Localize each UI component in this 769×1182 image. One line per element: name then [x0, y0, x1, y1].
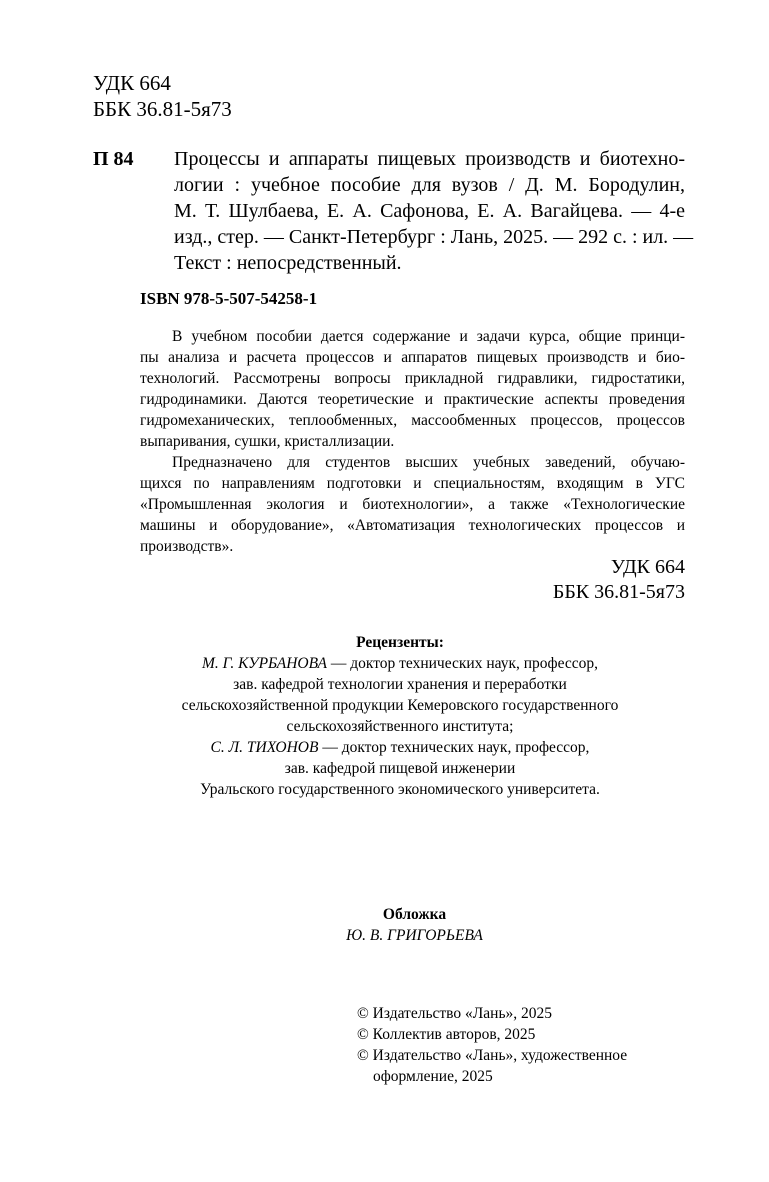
biblio-line: логии : учебное пособие для вузов / Д. М. Бородулин,	[174, 174, 685, 196]
bbk-code-bottom: ББК 36.81-5я73	[552, 581, 685, 603]
reviewer-2-name: С. Л. ТИХОНОВ	[210, 739, 319, 756]
reviewer-1-title: — доктор технических наук, профессор,	[326, 655, 598, 672]
classification-block-bottom	[553, 555, 685, 605]
annotation-line: гидромеханических, теплообменных, массообменных процессов, процессов	[140, 412, 685, 429]
isbn: ISBN 978-5-507-54258-1	[140, 289, 318, 308]
bbk-code: ББК 36.81-5я73	[93, 97, 232, 121]
annotation-line: пы анализа и расчета процессов и аппаратов пищевых производств и био-	[140, 349, 685, 366]
annotation-line: щихся по направлениям подготовки и специальностям, входящим в УГС	[140, 475, 685, 492]
annotation	[140, 326, 685, 557]
copyright-block	[357, 1003, 627, 1087]
reviewers-heading: Рецензенты:	[356, 634, 444, 651]
annotation-line: «Промышленная экология и биотехнологии», а также «Технологические	[140, 496, 685, 513]
bibliographic-description	[174, 146, 694, 276]
reviewer-2-affiliation: зав. кафедрой пищевой инженерии	[284, 760, 516, 777]
biblio-line: Процессы и аппараты пищевых производств и биотехно-	[174, 148, 685, 170]
annotation-line: Предназначено для студентов высших учебных заведений, обучаю-	[172, 454, 685, 471]
annotation-line: технологий. Рассмотрены вопросы прикладной гидравлики, гидростатики,	[140, 370, 685, 387]
biblio-line: Текст : непосредственный.	[174, 252, 402, 274]
biblio-line: М. Т. Шулбаева, Е. А. Сафонова, Е. А. Вагайцева. — 4-е	[174, 200, 685, 222]
copyright-line: оформление, 2025	[373, 1068, 493, 1085]
annotation-line: машины и оборудование», «Автоматизация технологических процессов и	[140, 517, 685, 534]
copyright-line: © Издательство «Лань», художественное	[357, 1047, 628, 1064]
biblio-line: изд., стер. — Санкт-Петербург : Лань, 2025. — 292 с. : ил. —	[174, 226, 694, 248]
annotation-line: производств».	[140, 538, 234, 555]
annotation-line: выпаривания, сушки, кристаллизации.	[140, 433, 395, 450]
cover-designer: Ю. В. ГРИГОРЬЕВА	[346, 927, 483, 944]
reviewer-2-affiliation: Уральского государственного экономического университета.	[200, 781, 600, 798]
reviewer-1-affiliation: сельскохозяйственной продукции Кемеровского государственного	[181, 697, 619, 714]
classification-block-top	[93, 70, 232, 122]
reviewer-2-title: — доктор технических наук, профессор,	[318, 739, 590, 756]
copyright-line: © Коллектив авторов, 2025	[357, 1026, 536, 1043]
cover-heading: Обложка	[382, 906, 447, 923]
udk-code: УДК 664	[93, 71, 171, 95]
reviewer-1-line	[130, 653, 670, 674]
reviewer-1-affiliation: сельскохозяйственного института;	[286, 718, 514, 735]
reviewer-2-line	[130, 737, 670, 758]
reviewers-block	[130, 632, 670, 800]
cover-block	[230, 904, 599, 946]
author-code: П 84	[93, 148, 134, 170]
reviewer-1-name: М. Г. КУРБАНОВА	[202, 655, 327, 672]
reviewer-1-affiliation: зав. кафедрой технологии хранения и переработки	[233, 676, 567, 693]
copyright-line: © Издательство «Лань», 2025	[357, 1005, 553, 1022]
annotation-line: В учебном пособии дается содержание и задачи курса, общие принци-	[172, 328, 685, 345]
annotation-line: гидродинамики. Даются теоретические и практические аспекты проведения	[140, 391, 685, 408]
udk-code-bottom: УДК 664	[610, 556, 685, 578]
